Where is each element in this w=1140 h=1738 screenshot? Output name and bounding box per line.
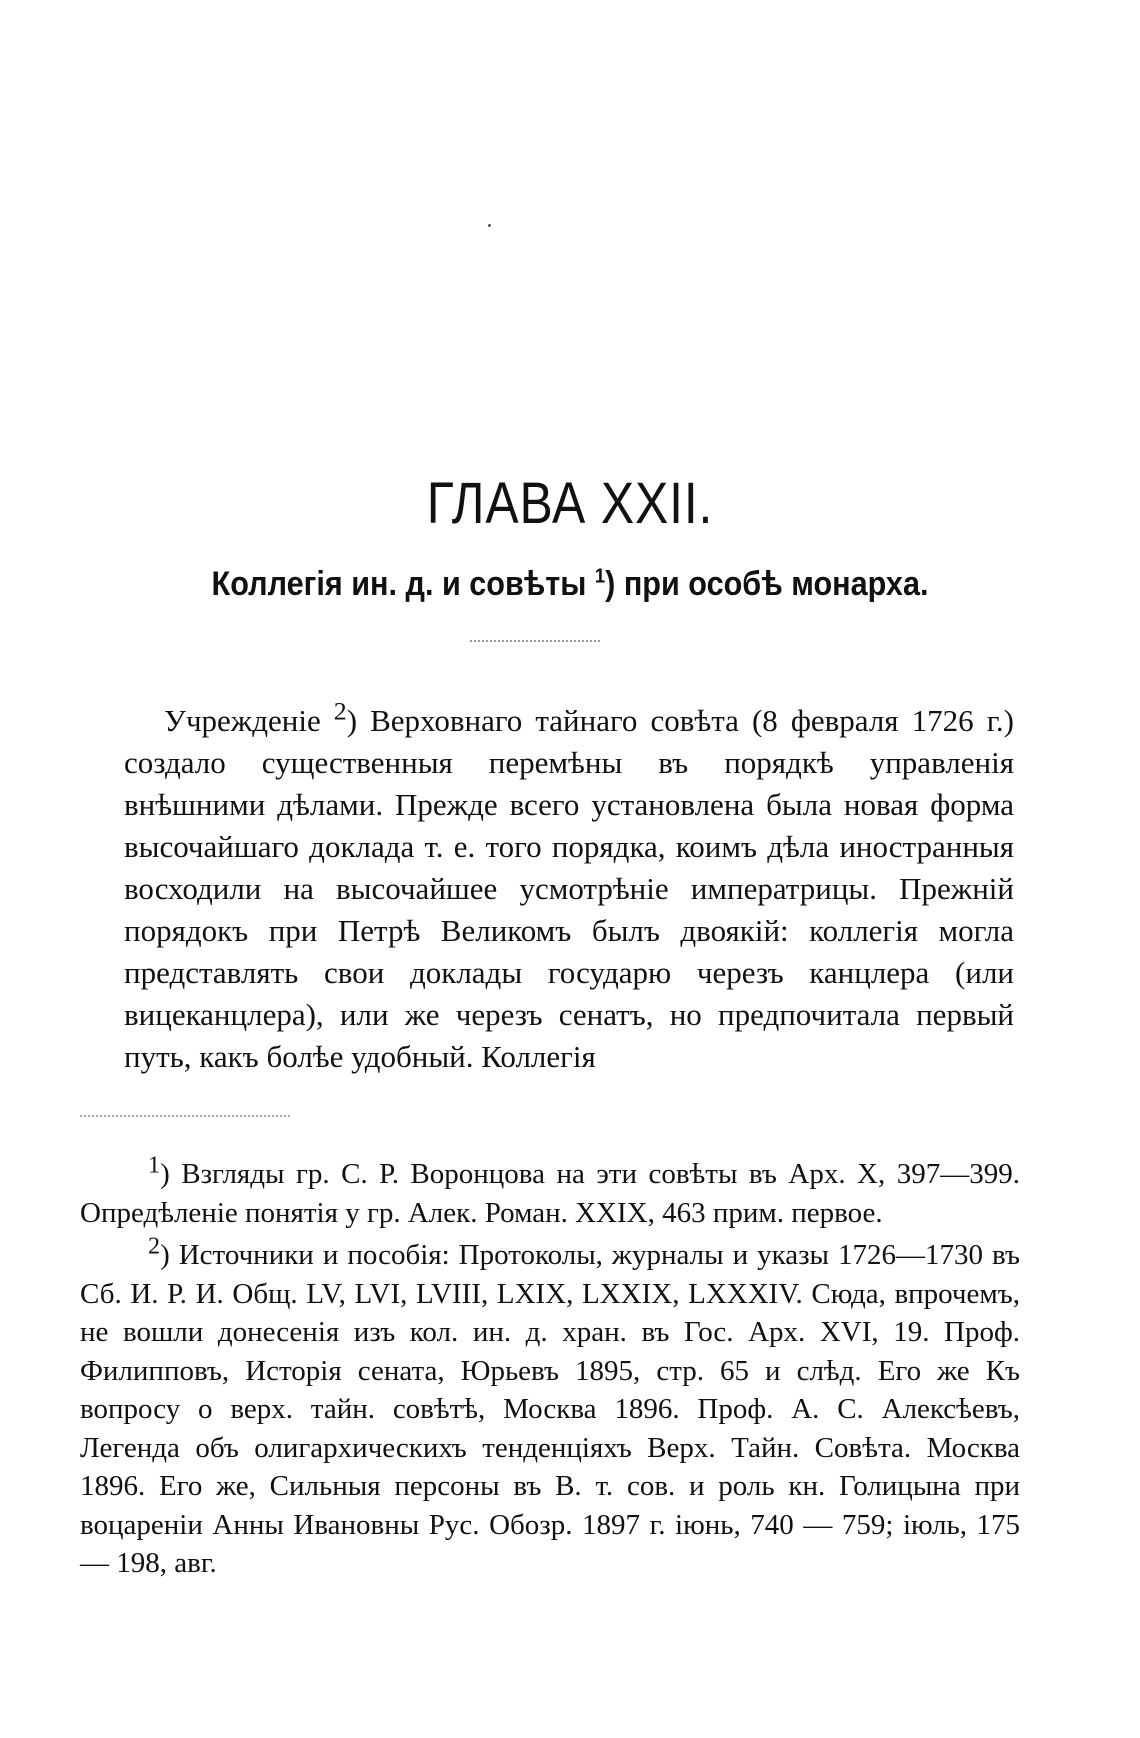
footnote-text: ) Источники и пособія: Протоколы, журналы и указы 1726—1730 въ Сб. И. Р. И. Общ. LV, LVI, LVIII, LXIX, LXXIX, LXXXIV. Сюда, впрочемъ, не вошли донесенія изъ кол. ин. д. хран. въ Гос. Арх. XVI, 19. Проф. Филипповъ, Исторія сената, Юрьевъ 1895, стр. 65 и слѣд. Его же Къ вопросу о верх. тайн. совѣтѣ, Москва 1896. Проф. А. С. Алексѣевъ, Легенда объ олигархическихъ тенденціяхъ Верх. Тайн. Совѣта. Москва 1896. Его же, Сильныя персоны въ В. т. сов. и роль кн. Голицына при воцареніи Анны Ивановны Рус. Обозр. 1897 г. іюнь, 740 — 759; іюль, 175 — 198, авг. xyxy=(80,1239,1020,1579)
body-lead-word: Учрежденіе xyxy=(164,703,321,738)
footnote-ref-2: 2 xyxy=(333,696,347,726)
body-paragraph xyxy=(124,696,1014,1078)
footnotes xyxy=(80,1151,1020,1587)
print-speck xyxy=(488,224,491,227)
footnote xyxy=(80,1232,1020,1583)
body-paragraph-text: ) Верховнаго тайнаго совѣта (8 февраля 1726 г.) создало существенныя перемѣны въ порядкѣ управленія внѣшними дѣлами. Прежде всего установлена была новая форма высочайшаго доклада т. е. того порядка, коимъ дѣла иностранныя восходили на высочайшее усмотрѣніе императрицы. Прежній порядокъ при Петрѣ Великомъ былъ двоякій: коллегія могла представлять свои доклады государю черезъ канцлера (или вицеканцлера), или же черезъ сенатъ, но предпочитала первый путь, какъ болѣе удобный. Коллегія xyxy=(124,703,1014,1074)
footnote xyxy=(80,1151,1020,1232)
footnote-mark: 1 xyxy=(148,1151,161,1179)
chapter-subtitle-text: Коллегія ин. д. и совѣты xyxy=(211,565,587,603)
footnote-mark: 2 xyxy=(148,1232,161,1260)
footnote-text: ) Взгляды гр. С. Р. Воронцова на эти совѣты въ Арх. X, 397—399. Опредѣленіе понятія у гр. Алек. Роман. XXIX, 463 прим. первое. xyxy=(80,1158,1020,1229)
ornament-divider xyxy=(470,640,600,642)
chapter-subtitle-tail: ) при особѣ монарха. xyxy=(605,565,929,603)
chapter-title: ГЛАВА XXII. xyxy=(426,471,714,536)
footnote-ref-1: 1 xyxy=(594,565,606,588)
footnote-separator xyxy=(80,1115,290,1117)
chapter-subtitle xyxy=(57,565,1083,604)
